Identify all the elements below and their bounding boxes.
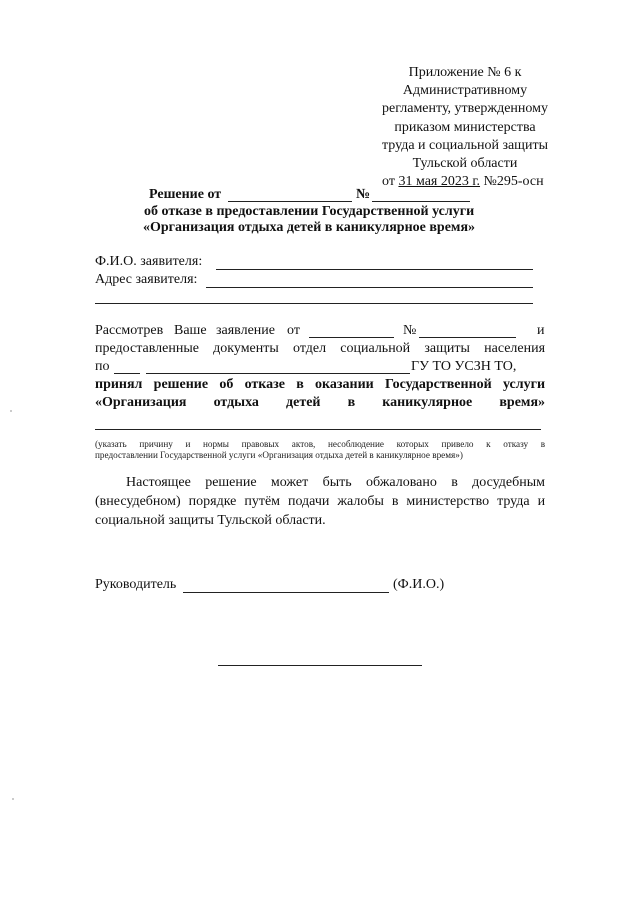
- word: решение: [205, 475, 257, 490]
- word: министерство: [406, 494, 490, 509]
- appendix-header: [380, 64, 550, 173]
- body-department-blank: [146, 373, 410, 374]
- appeal-line-3: социальной защиты Тульской области.: [95, 513, 326, 528]
- word: к: [486, 439, 491, 449]
- decision-date-blank: [228, 201, 352, 202]
- body-line-3-suffix: ГУ ТО УСЗН ТО,: [411, 359, 517, 374]
- word: решение: [153, 377, 209, 392]
- word: труда: [497, 494, 530, 509]
- word: в: [347, 395, 356, 410]
- body-line-3-prefix: по: [95, 359, 110, 374]
- appendix-date-prefix: от: [382, 174, 395, 189]
- appendix-line: приказом министерства: [394, 119, 536, 135]
- applicant-address-label: Адрес заявителя:: [95, 272, 198, 287]
- decision-number-blank: [372, 201, 470, 202]
- word: быть: [322, 475, 352, 490]
- word: детей: [286, 395, 321, 410]
- word: отдел: [293, 341, 327, 356]
- appeal-line-1: [126, 475, 545, 491]
- note-line-2: предоставлении Государственной услуги «Организация отдыха детей в каникулярное время»): [95, 450, 463, 460]
- word: населения: [484, 341, 546, 356]
- appendix-line: регламенту, утвержденному: [382, 101, 548, 117]
- word: принял: [95, 377, 143, 392]
- decision-label: Решение от: [149, 187, 222, 202]
- word: в: [391, 494, 399, 509]
- signature-blank: [183, 592, 389, 593]
- word: нормы: [203, 439, 229, 449]
- signature-fio: (Ф.И.О.): [393, 577, 445, 592]
- bottom-separator: [218, 665, 422, 666]
- appendix-line: Приложение № 6 к: [408, 65, 522, 80]
- applicant-address-blank-2: [95, 303, 533, 304]
- appeal-line-2: [95, 494, 545, 510]
- decision-subject-line1: об отказе в предоставлении Государственной услуги: [144, 204, 475, 219]
- word: социальной: [340, 341, 411, 356]
- body-reason-blank: [95, 429, 541, 430]
- word: обжаловано: [365, 475, 437, 490]
- decision-number-label: №: [356, 187, 371, 202]
- body-number-blank: [419, 337, 516, 338]
- word: отказе: [244, 377, 285, 392]
- body-line-5: [95, 395, 545, 411]
- appendix-line: Административному: [402, 83, 528, 99]
- word: в: [451, 475, 458, 490]
- scan-speck: [10, 410, 12, 412]
- word: об: [219, 377, 234, 392]
- word: (внесудебном): [95, 494, 181, 509]
- applicant-name-blank: [216, 269, 533, 270]
- word: правовых: [241, 439, 280, 449]
- word: в: [540, 439, 546, 449]
- word: время»: [499, 395, 546, 410]
- appendix-line: труда и социальной защиты: [382, 137, 548, 153]
- word: документы: [213, 341, 279, 356]
- body-po-blank: [114, 373, 140, 374]
- word: причину: [139, 439, 173, 449]
- word: каникулярное: [382, 395, 473, 410]
- word: отказу: [503, 439, 529, 449]
- body-date-blank: [309, 337, 394, 338]
- word: услуги: [502, 377, 546, 392]
- word: может: [270, 475, 309, 490]
- word: «Организация: [95, 395, 187, 410]
- scan-speck: [12, 798, 14, 800]
- word: жалобы: [337, 494, 384, 509]
- word: актов,: [291, 439, 316, 449]
- word: защиты: [424, 341, 470, 356]
- decision-subject-line2: «Организация отдыха детей в каникулярное время»: [143, 220, 476, 235]
- word: которых: [396, 439, 429, 449]
- word: привело: [441, 439, 474, 449]
- applicant-name-label: Ф.И.О. заявителя:: [95, 254, 203, 269]
- word: предоставленные: [95, 341, 199, 356]
- body-line-2: [95, 341, 545, 357]
- word: путём: [244, 494, 281, 509]
- body-line-4: [95, 377, 545, 393]
- word: досудебным: [472, 475, 545, 490]
- appendix-number: №295-осн: [483, 174, 544, 189]
- applicant-address-blank: [206, 287, 533, 288]
- word: порядке: [188, 494, 237, 509]
- signature-label: Руководитель: [95, 577, 177, 592]
- word: несоблюдение: [327, 439, 384, 449]
- word: Государственной: [384, 377, 492, 392]
- word: отдыха: [213, 395, 259, 410]
- word: оказании: [315, 377, 374, 392]
- appendix-date: 31 мая 2023 г.: [398, 174, 481, 189]
- word: в: [296, 377, 304, 392]
- word: Настоящее: [126, 475, 191, 490]
- word: (указать: [95, 439, 127, 449]
- word: и: [185, 439, 191, 449]
- appendix-date-line: [382, 173, 544, 191]
- word: подачи: [287, 494, 330, 509]
- appendix-line: Тульской области: [412, 156, 518, 172]
- body-line-1: Рассмотрев Ваше заявление от № и: [95, 323, 545, 338]
- word: и: [537, 494, 546, 509]
- note-line-1: [95, 439, 545, 450]
